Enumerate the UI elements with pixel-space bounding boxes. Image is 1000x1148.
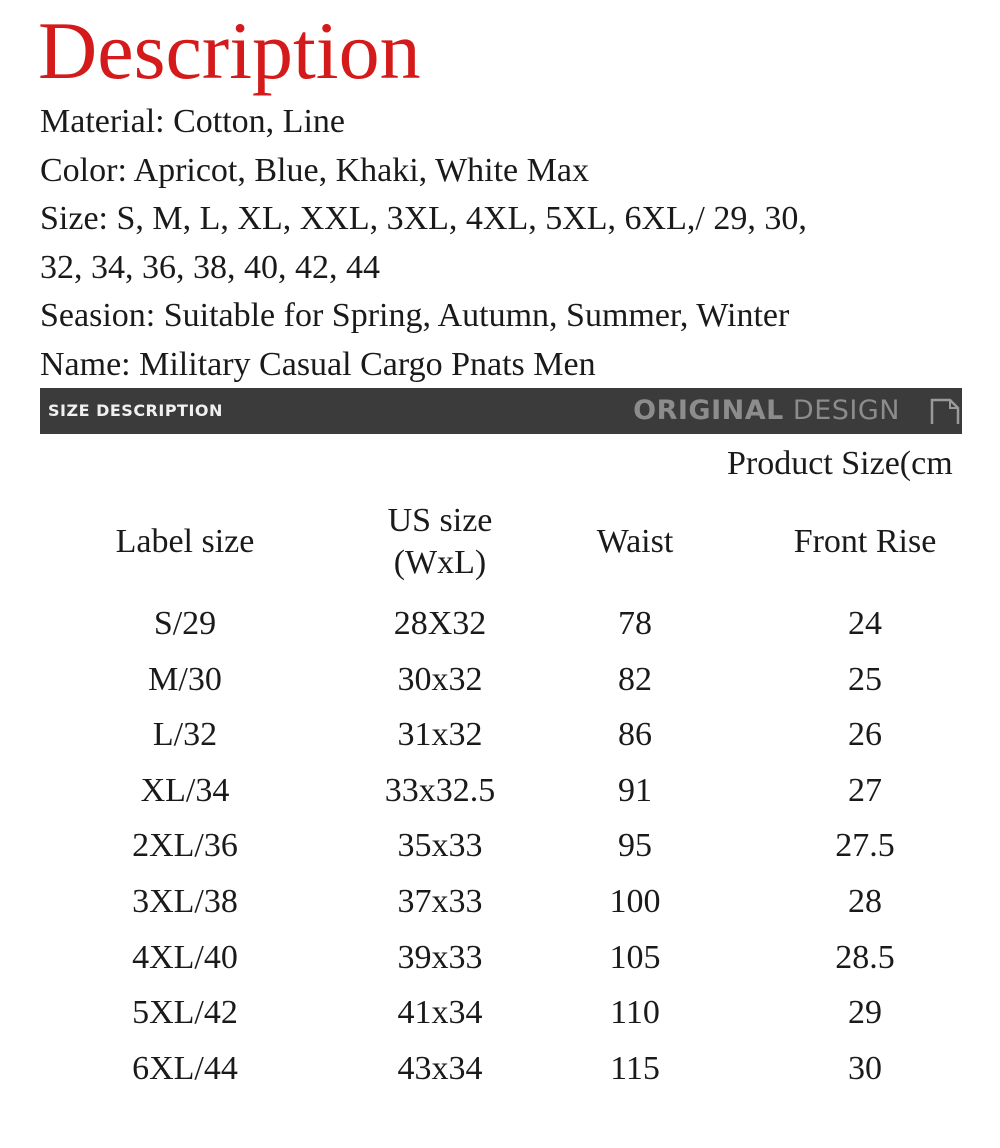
front-rise-cell: 26: [848, 716, 882, 754]
label-size-cell: XL/34: [140, 771, 230, 809]
size-line-continued: 32, 34, 36, 38, 40, 42, 44: [40, 248, 380, 286]
front-rise-cell: 30: [848, 1049, 882, 1087]
color-line: Color: Apricot, Blue, Khaki, White Max: [40, 151, 589, 189]
banner-right-label: [633, 395, 900, 426]
material-line: Material: Cotton, Line: [40, 103, 345, 140]
us-size-cell: 28X32: [393, 605, 487, 642]
front-rise-cell: 27: [848, 771, 882, 809]
us-size-cell: 30x32: [397, 660, 483, 698]
size-description-banner: [40, 388, 962, 434]
us-size-cell: 43x34: [397, 1049, 483, 1087]
header-us-size-line1: US size: [387, 502, 493, 539]
us-size-cell: 39x33: [397, 938, 483, 976]
header-waist: Waist: [596, 523, 674, 560]
front-rise-cell: 28: [848, 883, 882, 920]
us-size-cell: 31x32: [397, 716, 483, 754]
front-rise-cell: 24: [848, 605, 882, 642]
header-us-size-line2: (WxL): [393, 544, 487, 581]
label-size-cell: 5XL/42: [132, 994, 238, 1032]
us-size-cell: 37x33: [397, 883, 483, 920]
label-size-cell: 3XL/38: [132, 883, 238, 920]
season-line: Seasion: Suitable for Spring, Autumn, Summer, Winter: [40, 297, 790, 334]
banner-right-strong: ORIGINAL: [633, 395, 784, 426]
waist-cell: 105: [609, 938, 661, 976]
name-line: Name: Military Casual Cargo Pnats Men: [40, 345, 596, 383]
front-rise-cell: 27.5: [835, 827, 895, 865]
header-front-rise: Front Rise: [793, 523, 937, 560]
page-corner-icon: [928, 388, 962, 434]
header-us-size: [340, 500, 540, 584]
page-title: Description: [38, 5, 421, 96]
us-size-cell: 41x34: [397, 994, 483, 1032]
us-size-cell: 33x32.5: [384, 771, 496, 809]
waist-cell: 78: [618, 605, 652, 642]
label-size-cell: 4XL/40: [132, 938, 238, 976]
banner-right-light: DESIGN: [792, 395, 900, 426]
us-size-cell: 35x33: [397, 827, 483, 865]
banner-left-label: SIZE DESCRIPTION: [48, 401, 223, 420]
waist-cell: 86: [618, 716, 652, 754]
product-size-label: Product Size(cm: [727, 445, 953, 482]
label-size-cell: S/29: [153, 605, 217, 642]
front-rise-cell: 25: [848, 660, 882, 698]
waist-cell: 110: [610, 994, 660, 1032]
front-rise-cell: 28.5: [835, 938, 895, 976]
label-size-cell: 2XL/36: [132, 827, 238, 865]
label-size-cell: 6XL/44: [132, 1049, 238, 1087]
front-rise-cell: 29: [848, 994, 882, 1032]
label-size-cell: L/32: [152, 716, 218, 754]
header-label-size: Label size: [115, 523, 255, 560]
label-size-cell: M/30: [148, 660, 222, 698]
size-line: Size: S, M, L, XL, XXL, 3XL, 4XL, 5XL, 6XL,/ 29, 30,: [40, 200, 807, 237]
waist-cell: 82: [618, 660, 652, 698]
waist-cell: 95: [618, 827, 652, 865]
description-list: [40, 98, 970, 389]
waist-cell: 91: [618, 771, 652, 809]
waist-cell: 115: [610, 1049, 660, 1087]
waist-cell: 100: [609, 883, 661, 920]
